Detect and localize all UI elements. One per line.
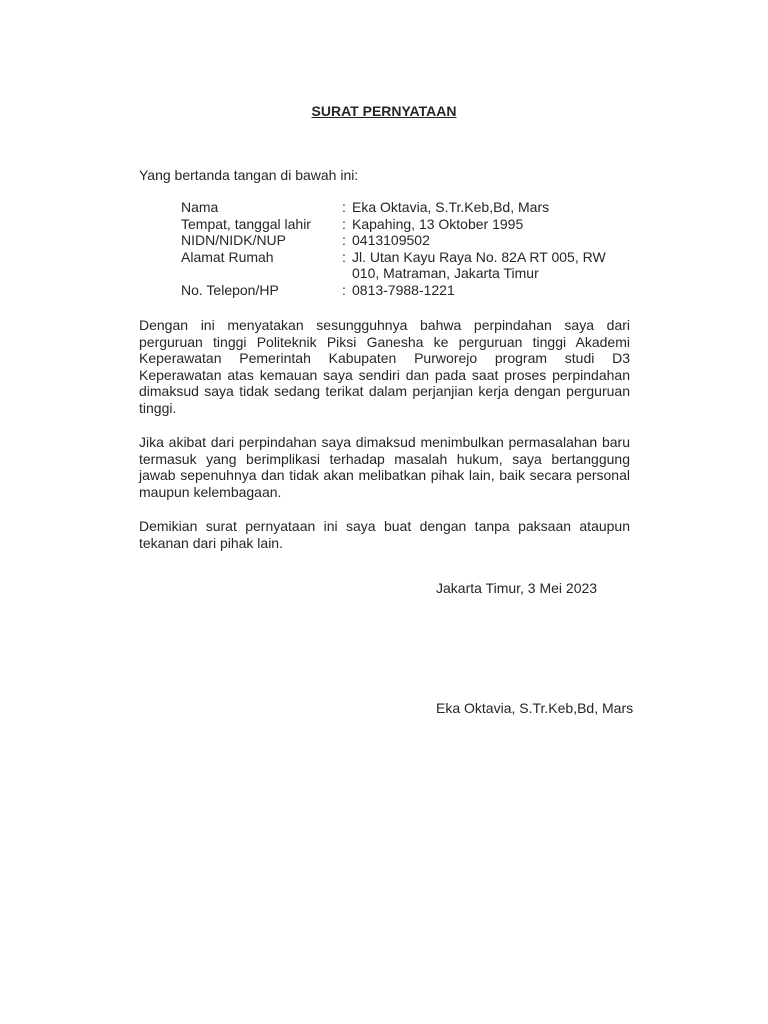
field-value: 0413109502 [352, 232, 430, 248]
field-value: Kapahing, 13 Oktober 1995 [352, 215, 524, 232]
field-label: NIDN/NIDK/NUP [181, 232, 287, 248]
field-row-birth [181, 216, 621, 233]
field-value: Jl. Utan Kayu Raya No. 82A RT 005, RW 010, Matraman, Jakarta Timur [352, 248, 606, 281]
field-colon: : [342, 199, 346, 215]
field-row-nidn [181, 232, 621, 249]
field-value: 0813-7988-1221 [352, 281, 455, 298]
identity-fields [181, 199, 621, 298]
field-label: Tempat, tanggal lahir [181, 215, 311, 232]
field-row-nama [181, 199, 621, 216]
statement-paragraph: Dengan ini menyatakan sesungguhnya bahwa perpindahan saya dari perguruan tinggi Politeknik Piksi Ganesha ke perguruan tinggi Akademi Keperawatan Pemerintah Kabupaten Purworejo program studi D3 Keperawatan atas kemauan saya sendiri dan pada saat proses perpindahan dimaksud saya tidak sedang terikat dalam perjanjian kerja dengan perguruan tinggi. [139, 317, 630, 416]
field-label: No. Telepon/HP [181, 281, 279, 298]
document-title: SURAT PERNYATAAN [311, 103, 457, 119]
field-value: Eka Oktavia, S.Tr.Keb,Bd, Mars [352, 199, 550, 215]
closing-paragraph: Demikian surat pernyataan ini saya buat dengan tanpa paksaan ataupun tekanan dari pihak lain. [139, 518, 630, 551]
field-colon: : [342, 215, 346, 232]
field-colon: : [342, 248, 346, 265]
place-date: Jakarta Timur, 3 Mei 2023 [436, 580, 598, 596]
field-colon: : [342, 281, 346, 298]
field-label: Alamat Rumah [181, 248, 274, 265]
responsibility-paragraph: Jika akibat dari perpindahan saya dimaksud menimbulkan permasalahan baru termasuk yang berimplikasi terhadap masalah hukum, saya bertanggung jawab sepenuhnya dan tidak akan melibatkan pihak lain, baik secara personal maupun kelembagaan. [139, 434, 630, 500]
field-colon: : [342, 232, 346, 248]
field-label: Nama [181, 199, 219, 215]
field-row-phone [181, 282, 621, 299]
intro-text: Yang bertanda tangan di bawah ini: [139, 167, 359, 183]
field-row-address [181, 249, 621, 282]
signer-name: Eka Oktavia, S.Tr.Keb,Bd, Mars [436, 700, 634, 716]
